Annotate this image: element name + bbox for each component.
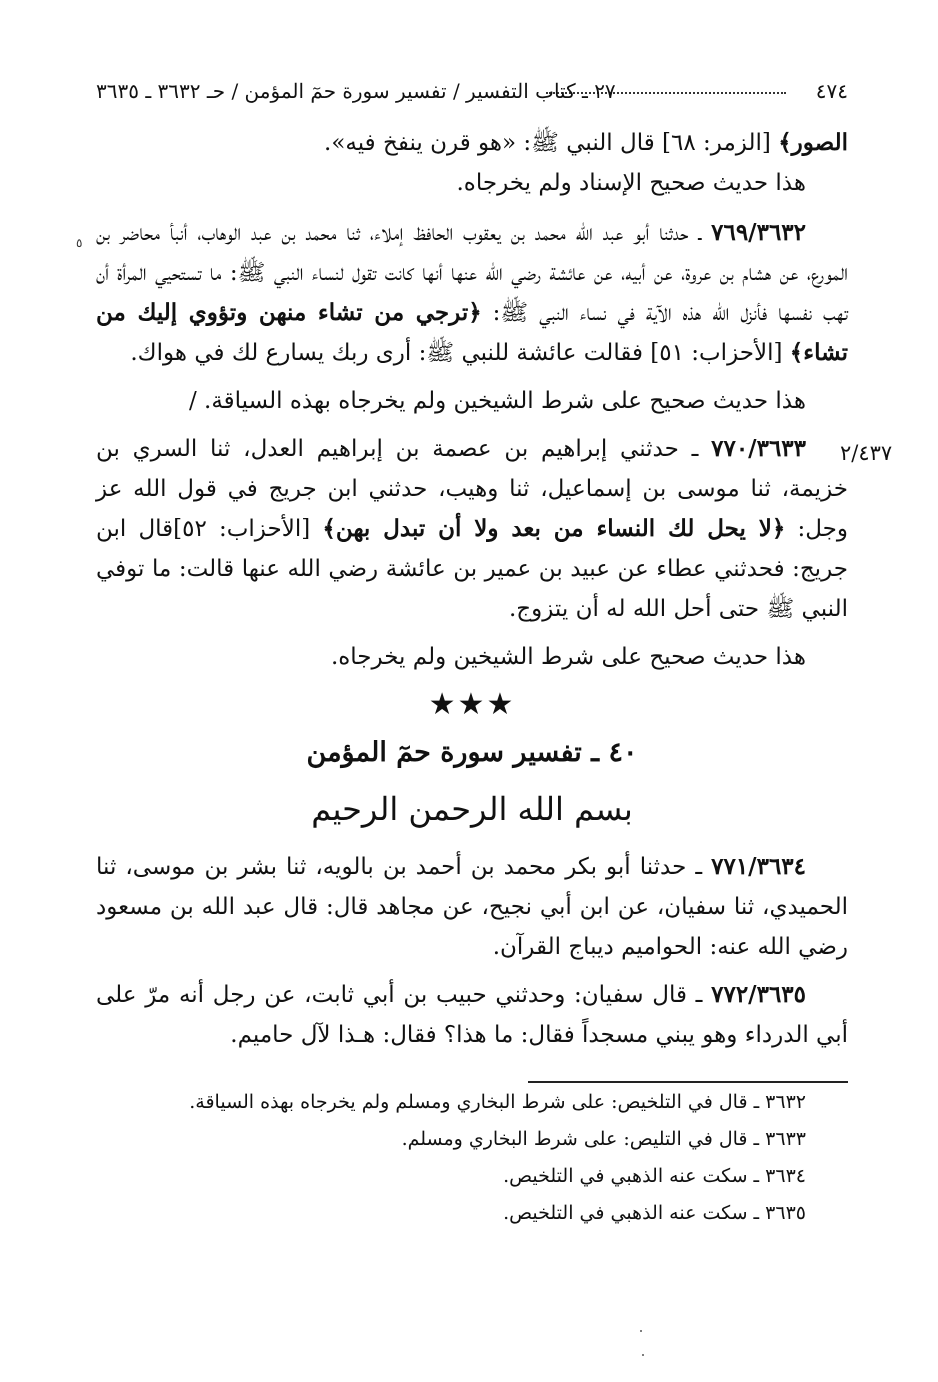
footnotes — [96, 1087, 848, 1229]
hadith-3633 — [96, 429, 848, 629]
hadith-3635-number: ٧٧٢/٣٦٣٥ — [711, 981, 806, 1008]
hadith-3634 — [96, 847, 848, 967]
hadith-3633-text-a: ـ حدثني إبراهيم بن عصمة بن إبراهيم العدل، ثنا السري بن خزيمة، ثنا موسى بن إسماعيل، ثنا وهيب، حدثني ابن جريج في قول الله عز وجل: — [96, 436, 848, 542]
hadith-3633-verse: ﴿لا يحل لك النساء من بعد ولا أن تبدل بهن﴾ — [322, 515, 786, 542]
hadith-3632 — [96, 213, 848, 373]
hadith-3635 — [96, 975, 848, 1055]
footnote-3633: ٣٦٣٣ ـ قال في التليص: على شرط البخاري ومسلم. — [401, 1128, 806, 1150]
hadith-3632-number: ٧٦٩/٣٦٣٢ — [711, 219, 806, 246]
running-title: ٢٧ ـ كتاب التفسير / تفسير سورة حمٓ المؤمن / حـ ٣٦٣٢ ـ ٣٦٣٥ — [96, 79, 616, 103]
hadith-3633-text-b: [الأحزاب: ٥٢]قال ابن جريج: فحدثني عطاء عن عبيد بن عمير بن عائشة رضي الله عنها قالت: ما توفي النبي ﷺ حتى أحل الله له أن يتزوج. — [96, 516, 848, 622]
margin-mark: ٥ — [76, 236, 83, 250]
basmala: بسم الله الرحمن الرحيم — [311, 790, 633, 828]
hadith-3634-text: ـ حدثنا أبو بكر محمد بن أحمد بن بالويه، ثنا بشر بن موسى، ثنا الحميدي، ثنا سفيان، عن ابن أبي نجيح، عن مجاهد قال: قال عبد الله بن مسعود رضي الله عنه: الحواميم ديباج القرآن. — [96, 854, 848, 960]
main-text — [96, 123, 848, 1055]
page-number: ٤٧٤ — [815, 79, 848, 103]
hadith-3632-text-b: [الأحزاب: ٥١] فقالت عائشة للنبي ﷺ: أرى ربك يسارع لك في هواك. — [130, 340, 790, 366]
verdict-1: هذا حديث صحيح الإسناد ولم يخرجاه. — [456, 170, 806, 196]
hadith-3632-verse: ﴿ترجي من تشاء منهن وتؤوي إليك من تشاء﴾ — [96, 299, 848, 366]
verdict-3: هذا حديث صحيح على شرط الشيخين ولم يخرجاه. — [330, 644, 806, 670]
continuation-paragraph — [96, 123, 848, 163]
verse-fragment: الصور﴾ — [778, 129, 848, 156]
scan-speck — [640, 1330, 642, 1332]
continuation-text: [الزمر: ٦٨] قال النبي ﷺ: «هو قرن ينفخ فيه». — [324, 130, 779, 156]
page — [96, 74, 848, 1235]
running-header — [96, 74, 848, 109]
verdict-2: هذا حديث صحيح على شرط الشيخين ولم يخرجاه بهذه السياقة. / — [188, 388, 806, 414]
footnote-3635: ٣٦٣٥ ـ سكت عنه الذهبي في التلخيص. — [503, 1202, 806, 1224]
section-divider-stars: ★★★ — [428, 687, 516, 722]
scan-speck — [642, 1354, 644, 1356]
hadith-3635-text: ـ قال سفيان: وحدثني حبيب بن أبي ثابت، عن رجل أنه مرّ على أبي الدرداء وهو يبني مسجداً فقال: ما هذا؟ فقال: هـذا لآل حاميم. — [96, 982, 848, 1048]
hadith-3632-text-a: ـ حدثنا أبو عبد الله محمد بن يعقوب الحافظ إملاء، ثنا محمد بن عبد الوهاب، أنبأ محاضر بن المورع، عن هشام بن عروة، عن أبيه، عن عائشة رضي الله عنها أنها كانت تقول لنساء النبي ﷺ: ما تستحيي المرأة أن تهب نفسها فأنزل الله هذه الآية في نساء النبي ﷺ: — [96, 220, 848, 326]
footnote-3632: ٣٦٣٢ ـ قال في التلخيص: على شرط البخاري ومسلم ولم يخرجاه بهذه السياقة. — [189, 1091, 806, 1113]
footnote-rule — [528, 1081, 848, 1083]
margin-page-reference: ٢/٤٣٧ — [840, 441, 893, 465]
section-title: ٤٠ ـ تفسير سورة حمٓ المؤمن — [306, 737, 638, 768]
hadith-3634-number: ٧٧١/٣٦٣٤ — [711, 853, 806, 880]
hadith-3633-number: ٧٧٠/٣٦٣٣ — [711, 435, 806, 462]
footnote-3634: ٣٦٣٤ ـ سكت عنه الذهبي في التلخيص. — [503, 1165, 806, 1187]
